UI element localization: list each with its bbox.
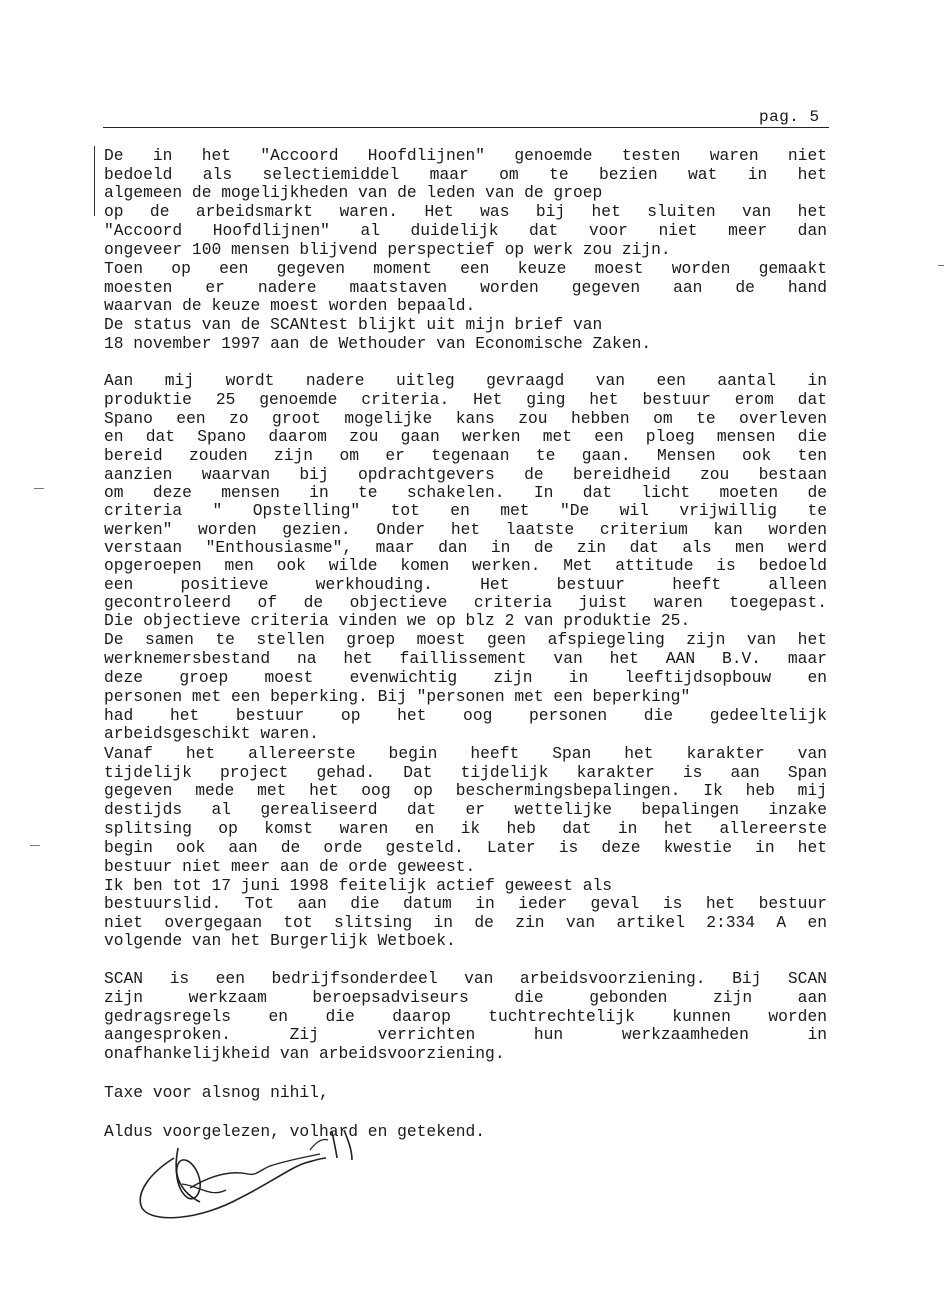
line: personen met een beperking. Bij "personen met een beperking" [104, 688, 691, 706]
line: arbeidsgeschikt waren. [104, 725, 319, 743]
line: De samen te stellen groep moest geen afspiegeling zijn van het [104, 631, 827, 649]
line: criteria " Opstelling" tot en met "De wil vrijwillig te [104, 502, 827, 520]
line: aanzien waarvan bij opdrachtgevers de bereidheid zou bestaan [104, 466, 827, 484]
line: ongeveer 100 mensen blijvend perspectief op werk zou zijn. [104, 241, 671, 259]
line: zijn werkzaam beroepsadviseurs die gebonden zijn aan [104, 989, 827, 1007]
line: gecontroleerd of de objectieve criteria juist waren toegepast. [104, 594, 827, 612]
signature [130, 1128, 370, 1233]
line: Spano een zo groot mogelijke kans zou hebben om te overleven [104, 410, 827, 428]
line: Toen op een gegeven moment een keuze moest worden gemaakt [104, 260, 827, 278]
line: algemeen de mogelijkheden van de leden van de groep [104, 184, 603, 202]
line: De status van de SCANtest blijkt uit mijn brief van [104, 316, 603, 334]
line: Aldus voorgelezen, volhard en getekend. [104, 1123, 486, 1141]
line: deze groep moest evenwichtig zijn in leeftijdsopbouw en [104, 669, 827, 687]
line: op de arbeidsmarkt waren. Het was bij het sluiten van het [104, 203, 827, 221]
line: werknemersbestand na het faillissement van het AAN B.V. maar [104, 650, 827, 668]
line: en dat Spano daarom zou gaan werken met een ploeg mensen die [104, 428, 827, 446]
margin-bar [94, 146, 95, 216]
line: produktie 25 genoemde criteria. Het ging het bestuur erom dat [104, 391, 827, 409]
line: splitsing op komst waren en ik heb dat in het allereerste [104, 820, 827, 838]
line: Vanaf het allereerste begin heeft Span het karakter van [104, 745, 827, 763]
line: bestuur niet meer aan de orde geweest. [104, 858, 476, 876]
line: gegeven mede met het oog op beschermingsbepalingen. Ik heb mij [104, 782, 827, 800]
line: SCAN is een bedrijfsonderdeel van arbeidsvoorziening. Bij SCAN [104, 970, 827, 988]
scan-speck [938, 265, 944, 266]
page-number: pag. 5 [759, 108, 820, 126]
line: had het bestuur op het oog personen die gedeeltelijk [104, 707, 827, 725]
line: volgende van het Burgerlijk Wetboek. [104, 932, 456, 950]
line: Aan mij wordt nadere uitleg gevraagd van een aantal in [104, 372, 827, 390]
line: waarvan de keuze moest worden bepaald. [104, 297, 476, 315]
line: bereid zouden zijn om er tegenaan te gaan. Mensen ook ten [104, 447, 827, 465]
line: bedoeld als selectiemiddel maar om te bezien wat in het [104, 166, 827, 184]
line: "Accoord Hoofdlijnen" al duidelijk dat voor niet meer dan [104, 222, 827, 240]
line: opgeroepen men ook wilde komen werken. Met attitude is bedoeld [104, 557, 827, 575]
line: moesten er nadere maatstaven worden gegeven aan de hand [104, 279, 827, 297]
line: destijds al gerealiseerd dat er wettelijke bepalingen inzake [104, 801, 827, 819]
header-rule [103, 127, 829, 128]
line: Die objectieve criteria vinden we op blz 2 van produktie 25. [104, 612, 691, 630]
scan-speck [30, 845, 40, 846]
line: om deze mensen in te schakelen. In dat licht moeten de [104, 484, 827, 502]
line: onafhankelijkheid van arbeidsvoorziening. [104, 1045, 505, 1063]
line: verstaan "Enthousiasme", maar dan in de zin dat als men werd [104, 539, 827, 557]
line: Ik ben tot 17 juni 1998 feitelijk actief geweest als [104, 877, 613, 895]
line: 18 november 1997 aan de Wethouder van Economische Zaken. [104, 335, 652, 353]
line: tijdelijk project gehad. Dat tijdelijk karakter is aan Span [104, 764, 827, 782]
line: bestuurslid. Tot aan die datum in ieder geval is het bestuur [104, 895, 827, 913]
scan-speck [34, 488, 44, 489]
line: aangesproken. Zij verrichten hun werkzaamheden in [104, 1026, 827, 1044]
line: werken" worden gezien. Onder het laatste criterium kan worden [104, 521, 827, 539]
line: De in het "Accoord Hoofdlijnen" genoemde testen waren niet [104, 147, 827, 165]
line: een positieve werkhouding. Het bestuur heeft alleen [104, 576, 827, 594]
line: gedragsregels en die daarop tuchtrechtelijk kunnen worden [104, 1008, 827, 1026]
line: begin ook aan de orde gesteld. Later is deze kwestie in het [104, 839, 827, 857]
line: niet overgegaan tot slitsing in de zin van artikel 2:334 A en [104, 914, 827, 932]
line: Taxe voor alsnog nihil, [104, 1084, 329, 1102]
